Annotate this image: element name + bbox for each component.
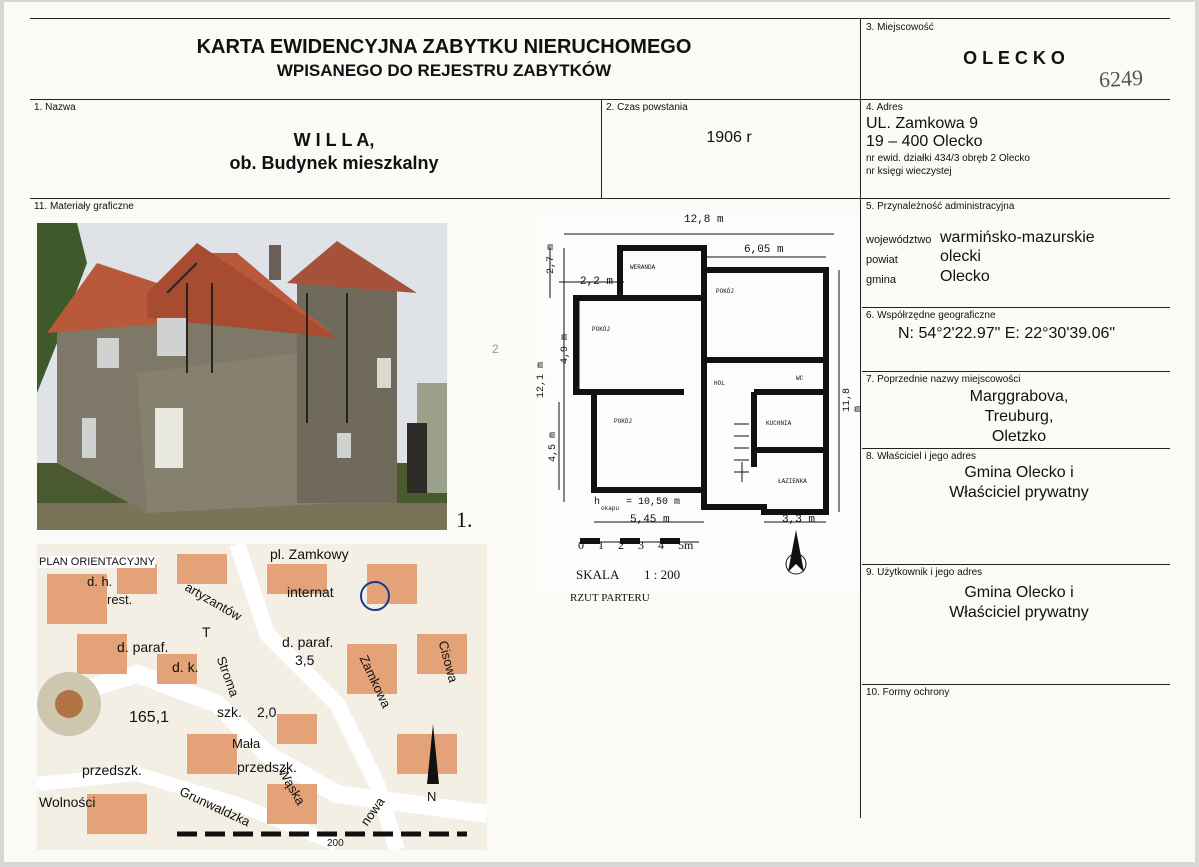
map-label: T bbox=[202, 624, 211, 640]
map-label: Mała bbox=[232, 736, 261, 751]
dim-top-height: 2,7 m bbox=[546, 243, 557, 274]
former-name: Oletzko bbox=[991, 428, 1047, 445]
floor-plan-caption: RZUT PARTERU bbox=[570, 592, 650, 604]
ridge-height-value: = 10,50 m bbox=[626, 497, 681, 508]
county-label: powiat bbox=[866, 254, 898, 266]
sketch-mark: 2 bbox=[492, 342, 499, 356]
photo-number: 1. bbox=[456, 507, 473, 532]
room-label: POKÓJ bbox=[592, 326, 611, 333]
scale-value: 1 : 200 bbox=[644, 567, 681, 582]
parcel-number: nr ewid. działki 434/3 obręb 2 Olecko bbox=[866, 153, 1030, 164]
land-register: nr księgi wieczystej bbox=[866, 166, 952, 177]
field-label: 9. Użytkownik i jego adres bbox=[866, 567, 983, 578]
field-label: 7. Poprzednie nazwy miejscowości bbox=[866, 374, 1021, 385]
scale-tick: 5m bbox=[678, 538, 694, 552]
map-label: d. paraf. bbox=[117, 639, 169, 655]
coordinates: N: 54°2'22.97" E: 22°30'39.06" bbox=[898, 325, 1116, 342]
rule bbox=[862, 307, 1170, 308]
scale-tick: 0 bbox=[578, 538, 584, 552]
dim-right-width: 6,05 m bbox=[744, 244, 784, 256]
voivodeship-label: województwo bbox=[866, 234, 932, 246]
map-label: Stroma bbox=[213, 654, 243, 699]
dim-bottom-right: 3,3 m bbox=[782, 514, 816, 526]
street: UL. Zamkowa 9 bbox=[866, 115, 979, 132]
rule bbox=[862, 371, 1170, 372]
object-name: W I L L A, bbox=[293, 130, 375, 150]
rule bbox=[30, 198, 1170, 199]
card-title: KARTA EWIDENCYJNA ZABYTKU NIERUCHOMEGO bbox=[196, 36, 692, 58]
map-label: rest. bbox=[107, 592, 133, 607]
map-label: 200 bbox=[327, 838, 344, 849]
map-label: pl. Zamkowy bbox=[270, 546, 349, 562]
map-label: nowa bbox=[357, 794, 388, 829]
postal: 19 – 400 Olecko bbox=[866, 133, 983, 150]
owner-line: Właściciel prywatny bbox=[949, 484, 1089, 501]
scale-tick: 3 bbox=[638, 538, 644, 552]
map-title: PLAN ORIENTACYJNY bbox=[39, 556, 155, 568]
card-subtitle: WPISANEGO DO REJESTRU ZABYTKÓW bbox=[276, 61, 612, 80]
commune-label: gmina bbox=[866, 274, 896, 286]
field-label: 4. Adres bbox=[866, 102, 903, 113]
rule bbox=[30, 99, 1170, 100]
field-label: 10. Formy ochrony bbox=[866, 687, 950, 698]
rule bbox=[862, 448, 1170, 449]
map-label: 2,0 bbox=[257, 704, 277, 720]
handwritten-number: 6249 bbox=[1098, 64, 1144, 93]
field-label: 11. Materiały graficzne bbox=[34, 201, 134, 212]
map-label: d. k. bbox=[172, 659, 199, 675]
map-label: d. paraf. bbox=[282, 634, 334, 650]
map-label: internat bbox=[287, 584, 334, 600]
construction-date: 1906 r bbox=[706, 129, 752, 146]
rule bbox=[862, 564, 1170, 565]
ridge-height-symbol: h bbox=[594, 497, 601, 508]
former-name: Marggrabova, bbox=[969, 388, 1069, 405]
field-label: 8. Właściciel i jego adres bbox=[866, 451, 977, 462]
user-line: Gmina Olecko i bbox=[964, 584, 1074, 601]
voivodeship-value: warmińsko-mazurskie bbox=[940, 229, 1095, 246]
map-label: artyzantów bbox=[182, 579, 245, 624]
room-label: POKÓJ bbox=[716, 288, 735, 295]
room-label: POKÓJ bbox=[614, 418, 633, 425]
scale-tick: 1 bbox=[598, 538, 604, 552]
map-label: N bbox=[427, 789, 437, 804]
field-label: 2. Czas powstania bbox=[606, 102, 688, 113]
building-photo bbox=[37, 223, 447, 530]
locality-value: O L E C K O bbox=[963, 48, 1065, 68]
rule bbox=[30, 18, 1170, 19]
orientation-map bbox=[37, 544, 487, 850]
map-label: 3,5 bbox=[295, 652, 315, 668]
dim-right-height: 11,8 m bbox=[842, 387, 864, 412]
record-card bbox=[4, 2, 1195, 862]
map-label: d. h. bbox=[87, 574, 113, 589]
room-label: WERANDA bbox=[630, 264, 656, 271]
former-name: Treuburg, bbox=[984, 408, 1054, 425]
room-label: HOL bbox=[714, 380, 725, 387]
map-label: przedszk. bbox=[237, 759, 297, 775]
field-label: 6. Współrzędne geograficzne bbox=[866, 310, 996, 321]
map-label: Zamkowa bbox=[356, 652, 394, 711]
dim-veranda-width: 2,2 m bbox=[580, 276, 614, 288]
room-label: ŁAZIENKA bbox=[778, 478, 807, 485]
floor-plan bbox=[534, 212, 864, 592]
rule bbox=[860, 18, 861, 818]
dim-left-height: 12,1 m bbox=[536, 361, 547, 398]
map-label: Wolności bbox=[39, 794, 96, 810]
map-label: 165,1 bbox=[129, 709, 170, 726]
dim-bottom-left: 5,45 m bbox=[630, 514, 670, 526]
dim-total-width: 12,8 m bbox=[684, 214, 724, 226]
map-label: Wąska bbox=[275, 765, 309, 808]
scale-label: SKALA bbox=[576, 567, 620, 582]
field-label: 3. Miejscowość bbox=[866, 22, 934, 33]
map-label: Grunwaldzka bbox=[177, 783, 253, 830]
ridge-height-subscript: okapu bbox=[601, 505, 620, 512]
field-label: 5. Przynależność administracyjna bbox=[866, 201, 1015, 212]
room-label: WC bbox=[796, 375, 804, 382]
scale-tick: 2 bbox=[618, 538, 624, 552]
map-label: przedszk. bbox=[82, 762, 142, 778]
dim-lower-height: 4,5 m bbox=[548, 431, 559, 462]
field-label: 1. Nazwa bbox=[34, 102, 76, 113]
map-label: szk. bbox=[217, 704, 242, 720]
dim-mid-height: 4,9 m bbox=[560, 333, 571, 364]
map-label: Cisowa bbox=[435, 638, 462, 685]
commune-value: Olecko bbox=[940, 268, 990, 285]
map-labels bbox=[37, 544, 487, 850]
owner-line: Gmina Olecko i bbox=[964, 464, 1074, 481]
county-value: olecki bbox=[940, 248, 981, 265]
user-line: Właściciel prywatny bbox=[949, 604, 1089, 621]
rule bbox=[862, 684, 1170, 685]
scale-tick: 4 bbox=[658, 538, 664, 552]
room-label: KUCHNIA bbox=[766, 420, 792, 427]
object-type: ob. Budynek mieszkalny bbox=[229, 153, 439, 173]
